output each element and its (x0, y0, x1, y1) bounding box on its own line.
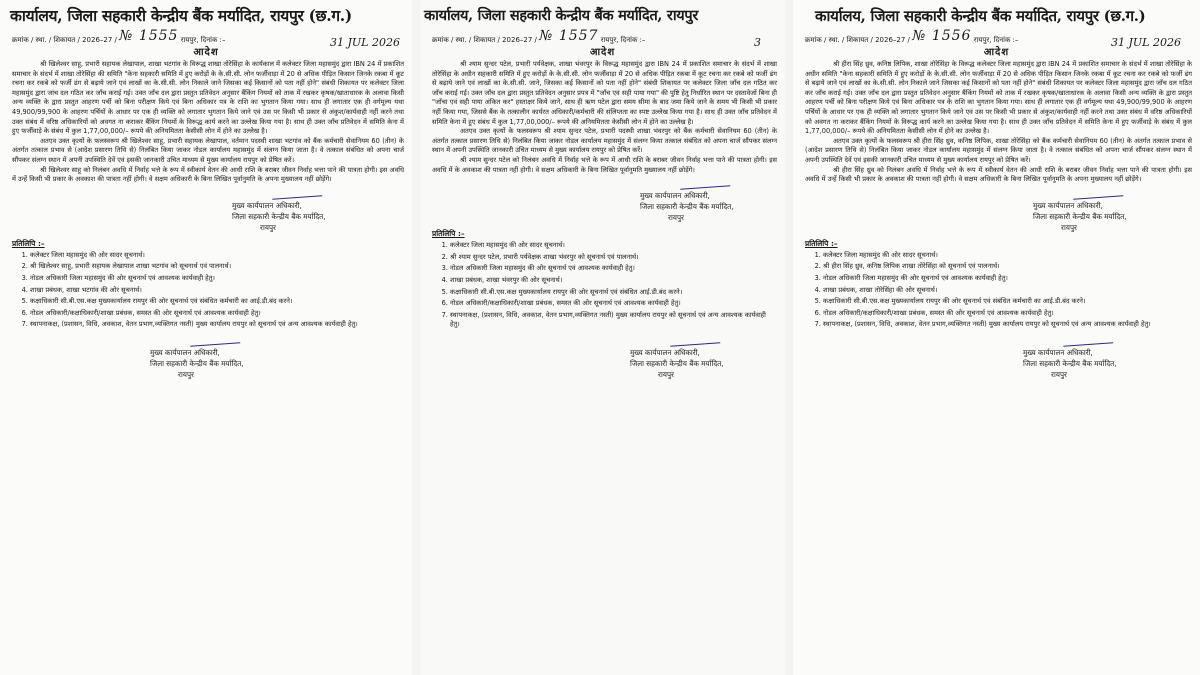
signature-title: मुख्य कार्यपालन अधिकारी, (1023, 347, 1093, 357)
copy-to-list (793, 251, 1200, 330)
list-item: 3. नोडल अधिकारी जिला महासमुंद की ओर सूचनार्थ एवं आवश्यक कार्यवाही हेतु। (823, 274, 1192, 284)
signature-city: रायपुर (658, 369, 674, 379)
list-item: 5. कक्षाधिकारी सी.बी.एस.कक्ष मुख्यकार्यालय रायपुर की ओर सूचनार्थ एवं संबंधित कर्मचारी का आई.डी.बंद करने। (823, 297, 1192, 307)
ref-number: № 1557 (539, 28, 599, 44)
order-heading: आदेश (589, 47, 616, 58)
copy-to-title: प्रतिलिपि :– (12, 238, 45, 248)
signature-scribble (190, 334, 241, 346)
ref-number: № 1555 (119, 28, 179, 44)
signature-scribble (272, 187, 323, 199)
copy-to-list (0, 251, 412, 330)
signature-city: रायपुर (178, 369, 194, 379)
signature-block-bottom (1023, 336, 1200, 380)
signature-office: जिला सहकारी केन्द्रीय बैंक मर्यादित, (640, 202, 734, 212)
list-item: 4. शाखा प्रबंधक, शाखा भटगांव की ओर सूचनार्थ। (30, 286, 404, 296)
list-item: 2. श्री खिलेश्वर साहू, प्रभारी सहायक लेखापाल शाखा भटगांव को सूचनार्थ एवं पालनार्थ। (30, 262, 404, 272)
paragraph: अतएव उक्त कृत्यों के फलस्वरूप श्री श्याम सुन्दर पटेल, प्रभारी पदस्थी शाखा भंवरपुर को बैंक कर्मचारी सेवानियम 60 (तीन) के अंतर्गत तत्काल प्रसारण तिथि से) निलंबित किया जाकर नोडल कार्यालय महासमुंद में संलग्न किया तत्काल संबंधित को अपना चार्ज सौंपकर संलग्न स्थान में अपनी उपस्थिति जानकारी उचित माध्यम से मुख्य कार्यालय रायपुर को प्रेषित करें। (432, 127, 777, 155)
order-heading: आदेश (193, 47, 219, 58)
signature-city: रायपुर (260, 222, 276, 232)
office-header: कार्यालय, जिला सहकारी केन्द्रीय बैंक मर्यादित, रायपुर (छ.ग.) (815, 7, 1146, 25)
signature-office: जिला सहकारी केन्द्रीय बैंक मर्यादित, (1033, 211, 1127, 221)
copy-to-title: प्रतिलिपि :– (805, 238, 838, 248)
paragraph: अतएव उक्त कृत्यों के फलस्वरूप श्री खिलेश्वर साहू, प्रभारी सहायक लेखापाल, वर्तमान पदस्थी शाखा भटगांव को बैंक कर्मचारी सेवानियम 60 (तीन) के अंतर्गत तत्काल प्रभाव से (आदेश प्रसारण तिथि से) निलंबित किया जाकर नोडल कार्यालय महासमुंद में संलग्न किया जाता है। वे तत्काल संबंधित को अपना चार्ज सौंपकर संलग्न स्थान में अपनी उपस्थिति देवें एवं इसकी जानकारी उचित माध्यम से मुख्य कार्यालय रायपुर को प्रेषित करें। (12, 136, 404, 164)
list-item: 2. श्री हीरा सिंह ध्रुव, कनिष्ठ लिपिक शाखा तोरेसिंहा को सूचनार्थ एवं पालनार्थ। (823, 262, 1192, 272)
list-item: 5. कक्षाधिकारी सी.बी.एस.कक्ष मुख्यकार्यालय रायपुर की ओर सूचनार्थ एवं संबंधित आई.डी.बंद करने। (450, 288, 777, 298)
paragraph: श्री हीरा सिंह ध्रुव, कनिष्ठ लिपिक, शाखा तोरेसिंहा के विरूद्ध कलेक्टर जिला महासमुंद द्वारा IBN 24 में प्रकाशित समाचार के संदर्भ में शाखा तोरेसिंहा के अधीन समिति "केना सहकारी समिति में हुए करोड़ों के के.सी.सी. लोन फर्जीवाड़ा में 20 से अधिक पीड़ित किसान जिनके रकबा में कूट रचना कर रकबे को फर्जी ढंग से बढ़ाये जाने एवं लाखों का के.सी.सी. लोन निकाले जाने जिसका कई किसानों को पता नहीं होने" संबंधी शिकायत पर कलेक्टर जिला महासमुंद द्वारा जाँच दल गठित कर जाँच कराई गई। उक्त जाँच दल द्वारा प्रस्तुत प्रतिवेदन अनुसार बैंकिंग नियमों को ताक में रखकर कृषक/खाताधारक के अलावा किसी अन्य व्यक्ति के द्वारा प्रस्तुत आहरण पर्ची को बिना परीक्षण किये एवं बिना अधिकार पत्र के राशि का भुगतान किया गया। साथ ही लगातार एक ही वर्गमूल्य यथा 49,900/99,900 के आहरण पर्चियों के आधार पर एक ही व्यक्ति को लगातार भुगतान किये जाने एवं उस पर किसी भी प्रकार से अंकुश/कार्यवाही नहीं करने तथा उक्त संबंध में वरिष्ठ अधिकारियों को अवगत ना कराकर बैंकिंग नियमों के विरूद्ध कार्य करने का उल्लेख किया गया है। साथ ही उक्त जाँच प्रतिवेदन में समिति केना में हुए फर्जीवाड़े के संबंध में कुल 1,77,00,000/– रूपये की अनियमितता केसीसी लोन में होने का उल्लेख है। (805, 60, 1192, 136)
list-item: 1. कलेक्टर जिला महासमुंद की ओर सादर सूचनार्थ। (30, 251, 404, 261)
copy-to-list (420, 241, 785, 330)
list-item: 6. नोडल अधिकारी/कक्षाधिकारी/शाखा प्रबंधक, समस्त की ओर सूचनार्थ एवं आवश्यक कार्यवाही हेतु। (30, 309, 404, 319)
list-item: 4. शाखा प्रबंधक, शाखा भंवरपुर की ओर सूचनार्थ। (450, 276, 777, 286)
date-stamp: 31 JUL 2026 (1111, 36, 1181, 49)
list-item: 7. स्थापनाकक्ष, (प्रशासन, विधि, अवकाश, वेतन प्रभाग,व्यक्तिगत नस्ती) मुख्य कार्यालय रायपुर को सूचनार्थ एवं अन्य आवश्यक कार्यवाही हेतु। (823, 320, 1192, 330)
signature-block-bottom (150, 336, 412, 380)
signature-office: जिला सहकारी केन्द्रीय बैंक मर्यादित, (232, 211, 326, 221)
signature-city: रायपुर (1061, 222, 1077, 232)
ref-prefix: क्रमांक / स्था. / शिकायत / 2026–27 / (432, 36, 537, 44)
list-item: 7. स्थापनाकक्ष, (प्रशासन, विधि, अवकाश, वेतन प्रभाग,व्यक्तिगत नस्ती) मुख्य कार्यालय रायपुर को सूचनार्थ एवं अन्य आवश्यक कार्यवाही हेतु। (450, 311, 777, 330)
list-item: 6. नोडल अधिकारी/कक्षाधिकारी/शाखा प्रबंधक, समस्त की ओर सूचनार्थ एवं आवश्यक कार्यवाही हेतु। (823, 309, 1192, 319)
signature-block (640, 179, 785, 223)
paragraph: श्री श्याम सुन्दर पटेल को निलंबन अवधि में निर्वाह भत्ते के रूप में आधी राशि के बराबर जीवन निर्वाह भत्ता पाने की पात्रता होगी। इस अवधि में के अवकाश की पात्रता नहीं होगी। वे सक्षम अधिकारी के बिना लिखित पूर्वानुमति मुख्यालय नहीं छोड़ेंगे। (432, 155, 777, 174)
ref-suffix: रायपुर, दिनांक :– (973, 36, 1019, 44)
signature-city: रायपुर (668, 213, 684, 223)
signature-block (1033, 189, 1200, 233)
signature-title: मुख्य कार्यपालन अधिकारी, (232, 200, 302, 210)
signature-scribble (680, 177, 731, 189)
reference-line (805, 28, 1200, 49)
order-body (0, 60, 412, 185)
signature-scribble (670, 334, 721, 346)
order-page-3 (793, 0, 1200, 675)
signature-title: मुख्य कार्यपालन अधिकारी, (150, 347, 220, 357)
ref-suffix: रायपुर, दिनांक :– (180, 36, 226, 44)
paragraph: अतएव उक्त कृत्यों के फलस्वरूप श्री हीरा सिंह ध्रुव, कनिष्ठ लिपिक, शाखा तोरेसिंहा को बैंक कर्मचारी सेवानियम 60 (तीन) के अंतर्गत तत्काल प्रभाव से (आदेश प्रसारण तिथि से) निलंबित किया जाकर नोडल कार्यालय महासमुंद में संलग्न किया जाता है। वे तत्काल संबंधित को अपना चार्ज सौंपकर संलग्न स्थान में अपनी उपस्थिति देवें एवं इसकी जानकारी उचित माध्यम से मुख्य कार्यालय रायपुर को प्रेषित करें। (805, 136, 1192, 164)
signature-office: जिला सहकारी केन्द्रीय बैंक मर्यादित, (630, 358, 724, 368)
paragraph: श्री श्याम सुन्दर पटेल, प्रभारी पर्यवेक्षक, शाखा भंवरपुर के विरूद्ध महासमुंद द्वारा IBN 24 में प्रकाशित समाचार के संदर्भ में शाखा तोरेसिंहा के अधीन सहकारी समिति में हुए करोड़ों के के.सी.सी. लोन फर्जीवाड़ा में 20 से अधिक पीड़ित रकबा में कूट रचना कर रकबे को फर्जी ढंग से बढ़ाये जाने एवं लाखों का के.सी.सी. जाने, जिसका कई किसानों को पता नहीं होने" संबंधी शिकायत पर कलेक्टर जिला जाँच दल गठित कर जाँच कराई गई। उक्त जाँच दल द्वारा प्रस्तुत प्रतिवेदन अनुसार प्रपत्र में "जाँच एवं सही पाया गया" की पुष्टि हेतु निर्धारित स्थान पर दस्तावेजों बिना ही "जाँचा एवं सही पाया अंकित कर" हस्ताक्षर किये जाने, साथ ही ऋण पटेल द्वारा समय सीमा के बाद जमा किये जाने के समय भी किसी भी प्रकार नहीं किया गया, जिससे बैंक के तत्कालीन कार्यरत अधिकारी/कर्मचारी की संलिप्तता का स्पष्ट उल्लेख किया गया है। साथ ही उक्त जाँच प्रतिवेदन में समिति केना में हुए संबंध में कुल 1,77,00,000/– रूपये की अनियमितता केसीसी लोन में होने का उल्लेख है। (432, 60, 777, 126)
list-item: 7. स्थापनाकक्ष, (प्रशासन, विधि, अवकाश, वेतन प्रभाग,व्यक्तिगत नस्ती) मुख्य कार्यालय रायपुर को सूचनार्थ एवं अन्य आवश्यक कार्यवाही हेतु। (30, 320, 404, 330)
paragraph: श्री हीरा सिंह ध्रुव को निलंबन अवधि में निर्वाह भत्ते के रूप में स्वीकार्य वेतन की आधी राशि के बराबर जीवन निर्वाह भत्ता पाने की पात्रता होगी। इस अवधि में उन्हें किसी भी प्रकार के अवकाश की पात्रता नहीं होगी। वे सक्षम अधिकारी के बिना लिखित पूर्वानुमति के अपना मुख्यालय नहीं छोड़ेंगे। (805, 165, 1192, 184)
office-header: कार्यालय, जिला सहकारी केन्द्रीय बैंक मर्यादित, रायपुर (424, 7, 698, 24)
signature-title: मुख्य कार्यपालन अधिकारी, (630, 347, 700, 357)
list-item: 4. शाखा प्रबंधक, शाखा तोरेसिंहा की ओर सूचनार्थ। (823, 286, 1192, 296)
order-heading: आदेश (983, 47, 1010, 58)
signature-office: जिला सहकारी केन्द्रीय बैंक मर्यादित, (1023, 358, 1117, 368)
ref-number: № 1556 (912, 28, 972, 44)
list-item: 3. नोडल अधिकारी जिला महासमुंद की ओर सूचनार्थ एवं आवश्यक कार्यवाही हेतु। (30, 274, 404, 284)
order-body (793, 60, 1200, 185)
reference-line (12, 28, 412, 49)
paragraph: श्री खिलेश्वर साहू को निलंबन अवधि में निर्वाह भत्ते के रूप में स्वीकार्य वेतन की आधी राशि के बराबर जीवन निर्वाह भत्ता पाने की पात्रता होगी। इस अवधि में उन्हें किसी भी प्रकार के अवकाश की पात्रता नहीं होगी। वे सक्षम अधिकारी के बिना लिखित पूर्वानुमति के अपना मुख्यालय नहीं छोड़ेंगे। (12, 165, 404, 184)
office-header: कार्यालय, जिला सहकारी केन्द्रीय बैंक मर्यादित, रायपुर (छ.ग.) (10, 6, 352, 25)
list-item: 1. कलेक्टर जिला महासमुंद की ओर सादर सूचनार्थ। (823, 251, 1192, 261)
list-item: 5. कक्षाधिकारी सी.बी.एस.कक्ष मुख्यकार्यालय रायपुर की ओर सूचनार्थ एवं संबंधित कर्मचारी का आई.डी.बंद करने। (30, 297, 404, 307)
order-page-1 (0, 0, 412, 675)
list-item: 2. श्री श्याम सुन्दर पटेल, प्रभारी पर्यवेक्षक शाखा भंवरपुर को सूचनार्थ एवं पालनार्थ। (450, 253, 777, 263)
reference-line (432, 28, 785, 49)
signature-scribble (1073, 187, 1124, 199)
signature-title: मुख्य कार्यपालन अधिकारी, (1033, 200, 1103, 210)
copy-to-title: प्रतिलिपि :– (432, 229, 465, 239)
list-item: 1. कलेक्टर जिला महासमुंद की ओर सादर सूचनार्थ। (450, 241, 777, 251)
ref-prefix: क्रमांक / स्था. / शिकायत / 2026–27 / (12, 36, 117, 44)
signature-scribble (1063, 334, 1114, 346)
paragraph: श्री खिलेश्वर साहू, प्रभारी सहायक लेखापाल, शाखा भटगांव के विरूद्ध शाखा तोरेसिंहा के कार्यकाल में कलेक्टर जिला महासमुंद द्वारा IBN 24 में प्रकाशित समाचार के संदर्भ में शाखा तोरेसिंहा की समिति "केना सहकारी समिति में हुए करोड़ों के के.सी.सी. लोन फर्जीवाड़ा में 20 से अधिक पीड़ित किसान जिनके रकबा में कूट रचना कर रकबे को फर्जी ढंग से बढ़ाये जाने एवं लाखों का के.सी.सी. लोन निकाले जाने जिसका कई किसानों को पता नहीं होने" संबंधी शिकायत पर कलेक्टर जिला महासमुंद द्वारा जांच दल गठित कर जाँच कराई गई। उक्त जाँच दल द्वारा प्रस्तुत प्रतिवेदन अनुसार बैंकिंग नियमों को ताक में रखकर कृषक/खाताधारक के अलावा किसी अन्य व्यक्ति के द्वारा प्रस्तुत आहरण पर्ची को बिना परीक्षण किये एवं बिना अधिकार पत्र के राशि का भुगतान किया गया। साथ ही लगातार एक ही वर्गमूल्य यथा 49,900/99,900 के आहरण पर्चियों के आधार पर एक ही व्यक्ति को लगातार भुगतान किये जाने एवं उस पर किसी भी प्रकार से अंकुश/कार्यवाही नहीं करने तथा उक्त संबंध में वरिष्ठ अधिकारियों को अवगत ना कराकर बैंकिंग नियमों के विरूद्ध कार्य करने का उल्लेख किया गया है। साथ ही उक्त जाँच प्रतिवेदन में समिति केना में हुए फर्जीवाड़े के संबंध में कुल 1,77,00,000/– रूपये की अनियमितता केसीसी लोन में होने का उल्लेख है। (12, 60, 404, 136)
list-item: 3. नोडल अधिकारी जिला महासमुंद की ओर सूचनार्थ एवं आवश्यक कार्यवाही हेतु। (450, 264, 777, 274)
date-stamp: 3 (754, 36, 761, 49)
order-page-2 (420, 0, 785, 675)
order-body (420, 60, 785, 175)
signature-block-bottom (630, 336, 785, 380)
signature-block (232, 189, 412, 233)
date-stamp: 31 JUL 2026 (330, 36, 400, 49)
signature-office: जिला सहकारी केन्द्रीय बैंक मर्यादित, (150, 358, 244, 368)
ref-suffix: रायपुर, दिनांक :– (600, 36, 646, 44)
list-item: 6. नोडल अधिकारी/कक्षाधिकारी/शाखा प्रबंधक, समस्त की ओर सूचनार्थ एवं आवश्यक कार्यवाही हेतु। (450, 299, 777, 309)
signature-city: रायपुर (1051, 369, 1067, 379)
ref-prefix: क्रमांक / स्था. / शिकायत / 2026–27 / (805, 36, 910, 44)
signature-title: मुख्य कार्यपालन अधिकारी, (640, 191, 710, 201)
